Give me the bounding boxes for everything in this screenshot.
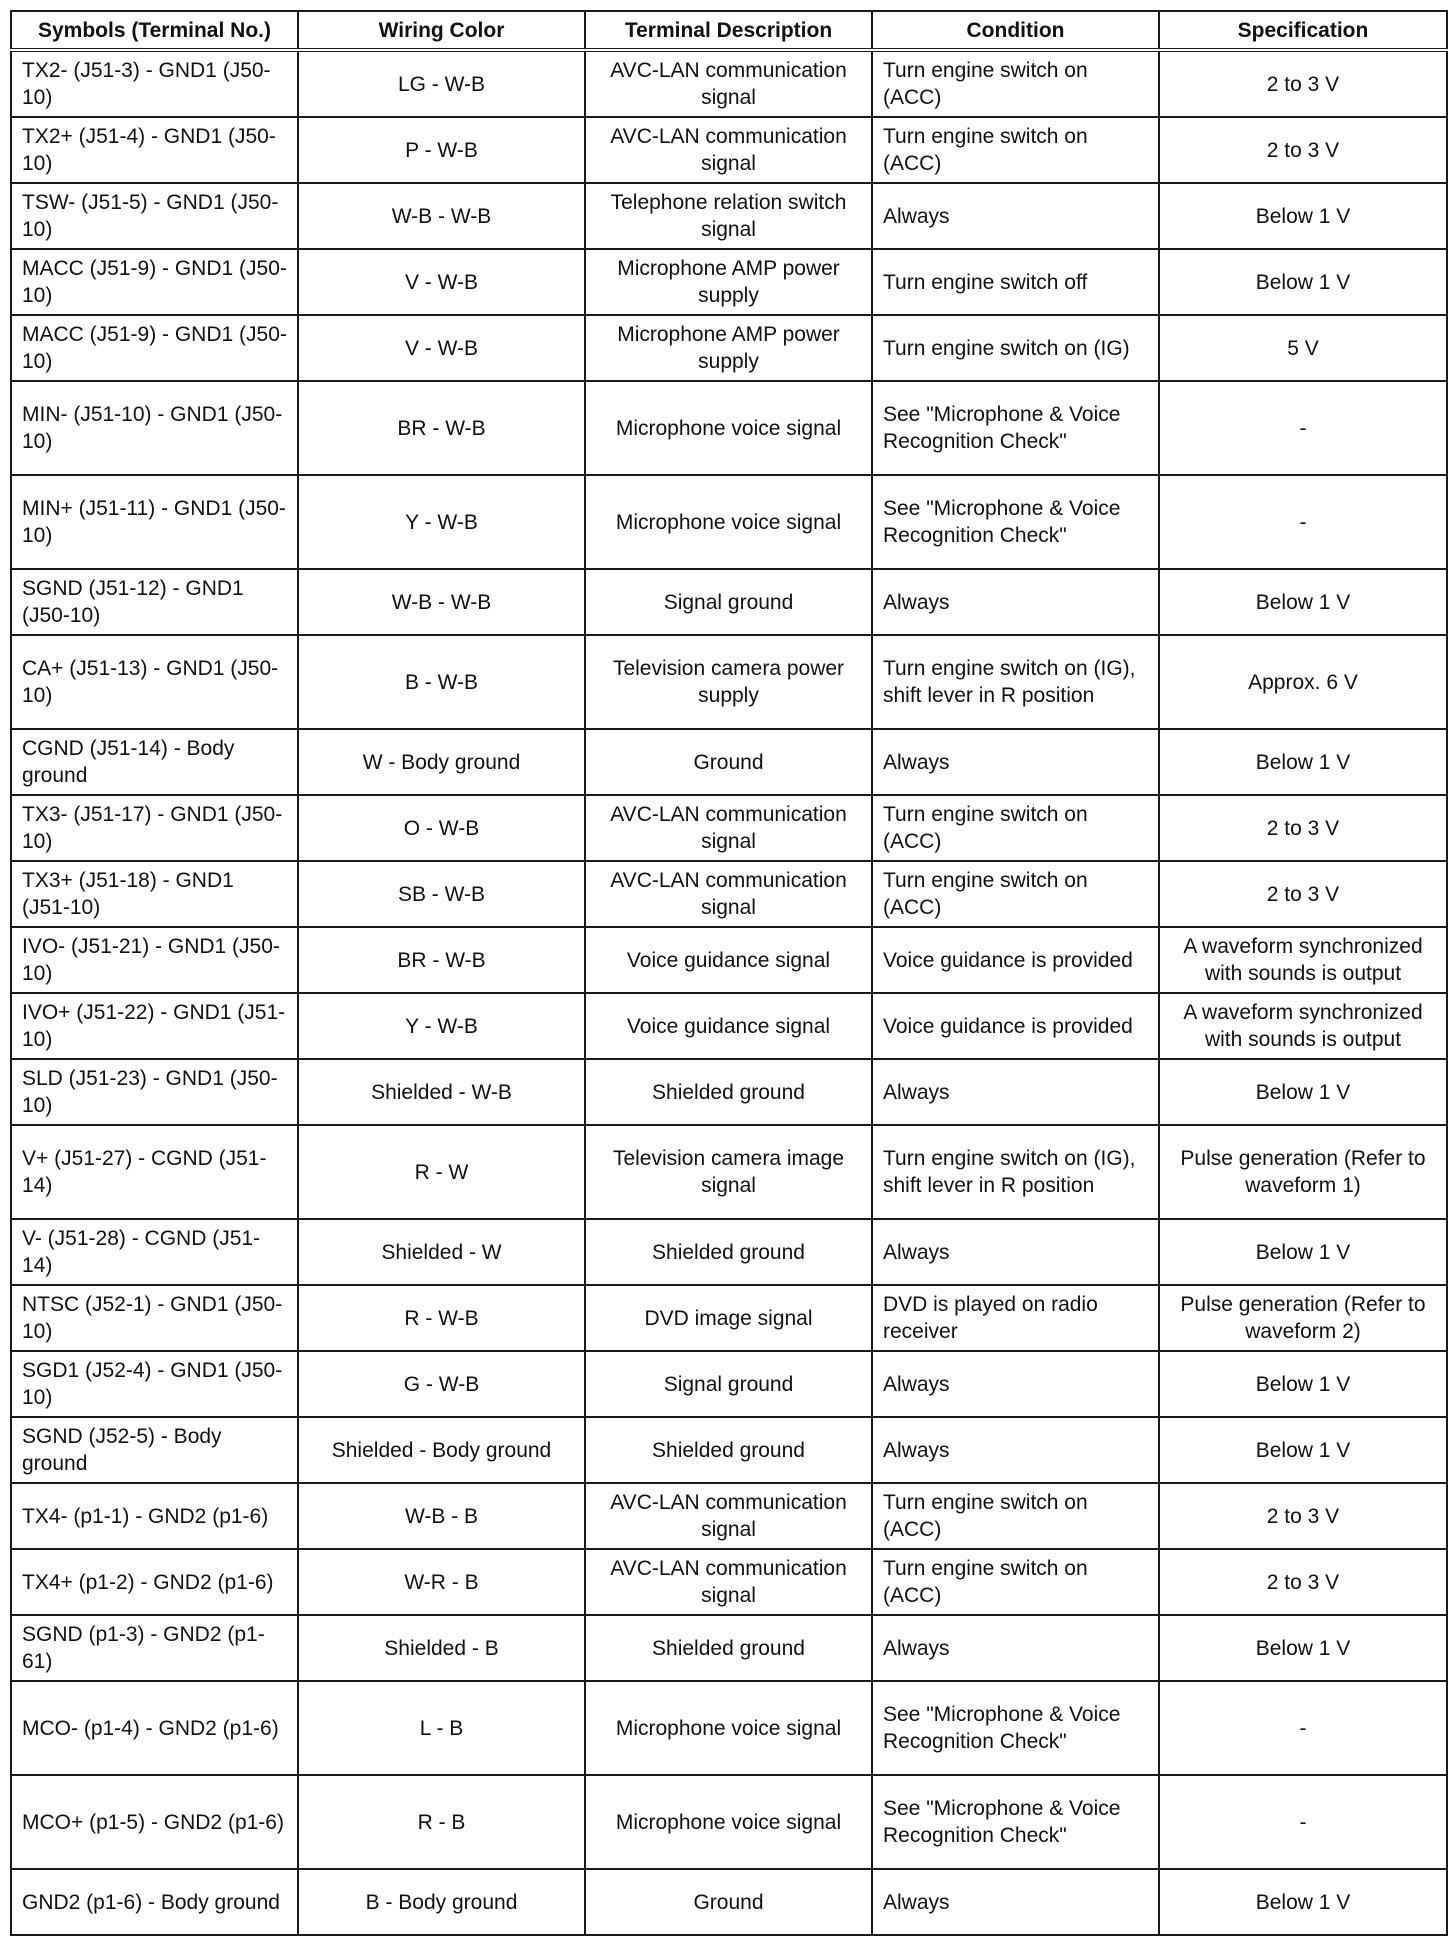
cell-terminal-description: AVC-LAN communication signal xyxy=(585,50,872,117)
cell-specification: - xyxy=(1159,475,1447,569)
cell-specification: Below 1 V xyxy=(1159,569,1447,635)
cell-wiring-color: B - W-B xyxy=(298,635,585,729)
cell-symbol: MACC (J51-9) - GND1 (J50-10) xyxy=(11,315,298,381)
cell-condition: Turn engine switch on (ACC) xyxy=(872,861,1159,927)
cell-terminal-description: Voice guidance signal xyxy=(585,993,872,1059)
table-row xyxy=(11,1681,1447,1775)
cell-terminal-description: Microphone voice signal xyxy=(585,1775,872,1869)
cell-symbol: V- (J51-28) - CGND (J51-14) xyxy=(11,1219,298,1285)
cell-wiring-color: BR - W-B xyxy=(298,381,585,475)
table-row xyxy=(11,1483,1447,1549)
cell-condition: Always xyxy=(872,569,1159,635)
cell-specification: - xyxy=(1159,381,1447,475)
cell-terminal-description: DVD image signal xyxy=(585,1285,872,1351)
header-wiring-color: Wiring Color xyxy=(298,11,585,50)
cell-condition: Turn engine switch on (IG), shift lever in R position xyxy=(872,635,1159,729)
cell-wiring-color: Shielded - B xyxy=(298,1615,585,1681)
cell-condition: Turn engine switch off xyxy=(872,249,1159,315)
cell-symbol: GND2 (p1-6) - Body ground xyxy=(11,1869,298,1935)
cell-condition: See "Microphone & Voice Recognition Check" xyxy=(872,475,1159,569)
cell-symbol: SGND (J51-12) - GND1 (J50-10) xyxy=(11,569,298,635)
cell-terminal-description: AVC-LAN communication signal xyxy=(585,795,872,861)
cell-condition: Always xyxy=(872,729,1159,795)
cell-wiring-color: Shielded - Body ground xyxy=(298,1417,585,1483)
cell-symbol: CA+ (J51-13) - GND1 (J50-10) xyxy=(11,635,298,729)
cell-condition: See "Microphone & Voice Recognition Check" xyxy=(872,1775,1159,1869)
table-row xyxy=(11,1775,1447,1869)
table-row xyxy=(11,635,1447,729)
cell-terminal-description: Ground xyxy=(585,1869,872,1935)
cell-terminal-description: Signal ground xyxy=(585,569,872,635)
cell-specification: - xyxy=(1159,1775,1447,1869)
cell-symbol: V+ (J51-27) - CGND (J51-14) xyxy=(11,1125,298,1219)
header-specification: Specification xyxy=(1159,11,1447,50)
table-row xyxy=(11,569,1447,635)
cell-terminal-description: Microphone voice signal xyxy=(585,1681,872,1775)
cell-symbol: MCO+ (p1-5) - GND2 (p1-6) xyxy=(11,1775,298,1869)
header-symbols: Symbols (Terminal No.) xyxy=(11,11,298,50)
cell-condition: Turn engine switch on (IG) xyxy=(872,315,1159,381)
cell-terminal-description: Shielded ground xyxy=(585,1059,872,1125)
cell-condition: See "Microphone & Voice Recognition Check" xyxy=(872,381,1159,475)
cell-condition: Always xyxy=(872,1615,1159,1681)
cell-wiring-color: W-R - B xyxy=(298,1549,585,1615)
cell-specification: Below 1 V xyxy=(1159,1869,1447,1935)
cell-symbol: SGND (p1-3) - GND2 (p1-61) xyxy=(11,1615,298,1681)
terminal-spec-table xyxy=(10,10,1448,1936)
cell-wiring-color: V - W-B xyxy=(298,249,585,315)
cell-symbol: SGND (J52-5) - Body ground xyxy=(11,1417,298,1483)
cell-wiring-color: Y - W-B xyxy=(298,993,585,1059)
cell-specification: - xyxy=(1159,1681,1447,1775)
table-row xyxy=(11,1219,1447,1285)
cell-condition: Always xyxy=(872,1869,1159,1935)
cell-symbol: IVO+ (J51-22) - GND1 (J51-10) xyxy=(11,993,298,1059)
cell-wiring-color: W-B - W-B xyxy=(298,569,585,635)
cell-terminal-description: AVC-LAN communication signal xyxy=(585,117,872,183)
cell-condition: Turn engine switch on (ACC) xyxy=(872,117,1159,183)
cell-wiring-color: P - W-B xyxy=(298,117,585,183)
table-row xyxy=(11,1059,1447,1125)
cell-wiring-color: R - W-B xyxy=(298,1285,585,1351)
cell-symbol: TX4+ (p1-2) - GND2 (p1-6) xyxy=(11,1549,298,1615)
table-row xyxy=(11,993,1447,1059)
cell-terminal-description: Shielded ground xyxy=(585,1615,872,1681)
cell-wiring-color: Shielded - W xyxy=(298,1219,585,1285)
header-terminal-description: Terminal Description xyxy=(585,11,872,50)
cell-condition: Voice guidance is provided xyxy=(872,927,1159,993)
cell-terminal-description: Telephone relation switch signal xyxy=(585,183,872,249)
cell-condition: Always xyxy=(872,1351,1159,1417)
cell-condition: Always xyxy=(872,1417,1159,1483)
cell-symbol: CGND (J51-14) - Body ground xyxy=(11,729,298,795)
cell-wiring-color: R - B xyxy=(298,1775,585,1869)
cell-specification: Below 1 V xyxy=(1159,183,1447,249)
table-row xyxy=(11,1615,1447,1681)
cell-specification: 2 to 3 V xyxy=(1159,795,1447,861)
table-row xyxy=(11,475,1447,569)
cell-specification: Approx. 6 V xyxy=(1159,635,1447,729)
cell-symbol: TX3- (J51-17) - GND1 (J50-10) xyxy=(11,795,298,861)
cell-condition: Turn engine switch on (ACC) xyxy=(872,50,1159,117)
cell-wiring-color: W-B - W-B xyxy=(298,183,585,249)
cell-terminal-description: Microphone voice signal xyxy=(585,381,872,475)
table-row xyxy=(11,1417,1447,1483)
cell-symbol: TX3+ (J51-18) - GND1 (J51-10) xyxy=(11,861,298,927)
cell-terminal-description: Television camera image signal xyxy=(585,1125,872,1219)
cell-specification: 2 to 3 V xyxy=(1159,1483,1447,1549)
cell-wiring-color: O - W-B xyxy=(298,795,585,861)
cell-symbol: MIN+ (J51-11) - GND1 (J50-10) xyxy=(11,475,298,569)
cell-wiring-color: W-B - B xyxy=(298,1483,585,1549)
cell-specification: Below 1 V xyxy=(1159,729,1447,795)
cell-terminal-description: Shielded ground xyxy=(585,1417,872,1483)
cell-condition: Turn engine switch on (ACC) xyxy=(872,795,1159,861)
cell-wiring-color: B - Body ground xyxy=(298,1869,585,1935)
table-body xyxy=(11,50,1447,1935)
cell-terminal-description: Microphone AMP power supply xyxy=(585,315,872,381)
table-row xyxy=(11,315,1447,381)
cell-terminal-description: Ground xyxy=(585,729,872,795)
cell-specification: Below 1 V xyxy=(1159,1615,1447,1681)
cell-terminal-description: Signal ground xyxy=(585,1351,872,1417)
cell-condition: Always xyxy=(872,183,1159,249)
table-row xyxy=(11,1869,1447,1935)
cell-wiring-color: SB - W-B xyxy=(298,861,585,927)
cell-terminal-description: AVC-LAN communication signal xyxy=(585,1549,872,1615)
cell-condition: Voice guidance is provided xyxy=(872,993,1159,1059)
cell-condition: Turn engine switch on (ACC) xyxy=(872,1483,1159,1549)
cell-condition: See "Microphone & Voice Recognition Check" xyxy=(872,1681,1159,1775)
cell-condition: Turn engine switch on (ACC) xyxy=(872,1549,1159,1615)
cell-specification: Below 1 V xyxy=(1159,1417,1447,1483)
cell-wiring-color: R - W xyxy=(298,1125,585,1219)
table-row xyxy=(11,795,1447,861)
cell-specification: 5 V xyxy=(1159,315,1447,381)
cell-wiring-color: L - B xyxy=(298,1681,585,1775)
cell-specification: Pulse generation (Refer to waveform 1) xyxy=(1159,1125,1447,1219)
cell-wiring-color: Y - W-B xyxy=(298,475,585,569)
cell-condition: DVD is played on radio receiver xyxy=(872,1285,1159,1351)
cell-symbol: TX2+ (J51-4) - GND1 (J50-10) xyxy=(11,117,298,183)
cell-specification: Below 1 V xyxy=(1159,1219,1447,1285)
table-row xyxy=(11,183,1447,249)
table-header-row xyxy=(11,11,1447,50)
cell-symbol: SLD (J51-23) - GND1 (J50-10) xyxy=(11,1059,298,1125)
cell-symbol: TX4- (p1-1) - GND2 (p1-6) xyxy=(11,1483,298,1549)
cell-terminal-description: Television camera power supply xyxy=(585,635,872,729)
cell-wiring-color: Shielded - W-B xyxy=(298,1059,585,1125)
cell-specification: Below 1 V xyxy=(1159,1351,1447,1417)
cell-terminal-description: Microphone voice signal xyxy=(585,475,872,569)
cell-specification: 2 to 3 V xyxy=(1159,50,1447,117)
cell-wiring-color: BR - W-B xyxy=(298,927,585,993)
cell-specification: Below 1 V xyxy=(1159,249,1447,315)
table-row xyxy=(11,927,1447,993)
cell-condition: Always xyxy=(872,1059,1159,1125)
table-row xyxy=(11,1125,1447,1219)
terminal-spec-sheet xyxy=(10,10,1446,1936)
cell-condition: Turn engine switch on (IG), shift lever in R position xyxy=(872,1125,1159,1219)
cell-symbol: SGD1 (J52-4) - GND1 (J50-10) xyxy=(11,1351,298,1417)
table-row xyxy=(11,249,1447,315)
table-row xyxy=(11,1351,1447,1417)
table-row xyxy=(11,861,1447,927)
cell-symbol: MIN- (J51-10) - GND1 (J50-10) xyxy=(11,381,298,475)
cell-symbol: TSW- (J51-5) - GND1 (J50-10) xyxy=(11,183,298,249)
cell-wiring-color: V - W-B xyxy=(298,315,585,381)
cell-symbol: IVO- (J51-21) - GND1 (J50-10) xyxy=(11,927,298,993)
cell-specification: 2 to 3 V xyxy=(1159,117,1447,183)
cell-symbol: NTSC (J52-1) - GND1 (J50-10) xyxy=(11,1285,298,1351)
cell-symbol: TX2- (J51-3) - GND1 (J50-10) xyxy=(11,50,298,117)
table-row xyxy=(11,117,1447,183)
cell-wiring-color: LG - W-B xyxy=(298,50,585,117)
cell-specification: Below 1 V xyxy=(1159,1059,1447,1125)
cell-wiring-color: W - Body ground xyxy=(298,729,585,795)
table-row xyxy=(11,50,1447,117)
table-row xyxy=(11,729,1447,795)
cell-terminal-description: AVC-LAN communication signal xyxy=(585,861,872,927)
table-row xyxy=(11,1549,1447,1615)
cell-symbol: MACC (J51-9) - GND1 (J50-10) xyxy=(11,249,298,315)
cell-specification: 2 to 3 V xyxy=(1159,1549,1447,1615)
table-row xyxy=(11,381,1447,475)
table-row xyxy=(11,1285,1447,1351)
cell-condition: Always xyxy=(872,1219,1159,1285)
cell-terminal-description: AVC-LAN communication signal xyxy=(585,1483,872,1549)
cell-specification: A waveform synchronized with sounds is output xyxy=(1159,927,1447,993)
cell-specification: 2 to 3 V xyxy=(1159,861,1447,927)
cell-terminal-description: Voice guidance signal xyxy=(585,927,872,993)
cell-wiring-color: G - W-B xyxy=(298,1351,585,1417)
cell-terminal-description: Shielded ground xyxy=(585,1219,872,1285)
header-condition: Condition xyxy=(872,11,1159,50)
cell-specification: Pulse generation (Refer to waveform 2) xyxy=(1159,1285,1447,1351)
cell-terminal-description: Microphone AMP power supply xyxy=(585,249,872,315)
cell-symbol: MCO- (p1-4) - GND2 (p1-6) xyxy=(11,1681,298,1775)
cell-specification: A waveform synchronized with sounds is output xyxy=(1159,993,1447,1059)
